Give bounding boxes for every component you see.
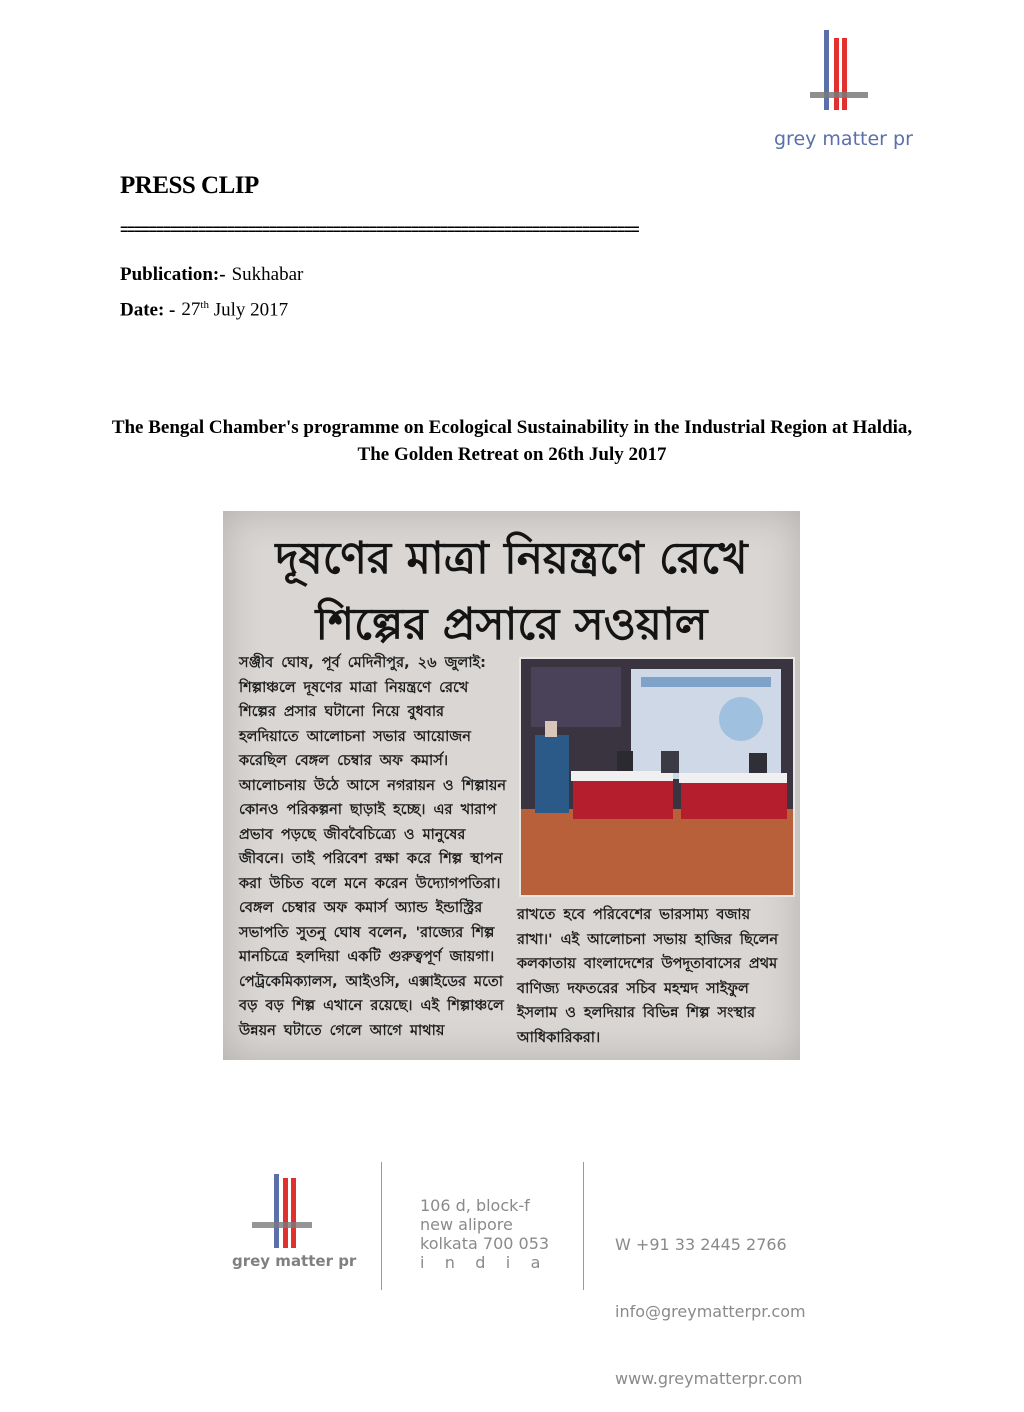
clip-headline: The Bengal Chamber's programme on Ecological Sustainability in the Industrial Region at Haldia, The Golden Retreat on 26th July 2017 [111, 417, 913, 465]
brand-logo [770, 28, 913, 158]
footer-brand-name: grey matter pr [232, 1252, 357, 1270]
footer-website[interactable]: www.greymatterpr.com [615, 1369, 803, 1388]
publication-label: Publication:- [120, 264, 226, 285]
footer-contact [615, 1192, 806, 1412]
event-photo [519, 657, 795, 897]
footer-email[interactable]: info@greymatterpr.com [615, 1302, 806, 1321]
clipping-left-column: সঞ্জীব ঘোষ, পূর্ব মেদিনীপুর, ২৬ জুলাই: শিল্পাঞ্চলে দূষণের মাত্রা নিয়ন্ত্রণে রেখে শিল্পের প্রসার ঘটানো নিয়ে বুধবার হলদিয়াতে আলোচনা সভার আয়োজন করেছিল বেঙ্গল চেম্বার অফ কমার্স। আলোচনায় উঠে আসে নগরায়ন ও শিল্পায়ন কোনও পরিকল্পনা ছাড়াই হচ্ছে। এর খারাপ প্রভাব পড়ছে জীববৈচিত্র্যে ও মানুষের জীবনে। তাই পরিবেশ রক্ষা করে শিল্প স্থাপন করা উচিত বলে মনে করেন উদ্যোগপতিরা। বেঙ্গল চেম্বার অফ কমার্স অ্যান্ড ইন্ডাস্ট্রির সভাপতি সুতনু ঘোষ বলেন, 'রাজ্যের শিল্প মানচিত্রে হলদিয়া একটি গুরুত্বপূর্ণ জায়গা। পেট্রকেমিক্যালস, আইওসি, এক্সাইডের মতো বড় বড় শিল্প এখানে রয়েছে। এই শিল্পাঞ্চলে উন্নয়ন ঘটাতে গেলে আগে মাথায় [239, 655, 507, 1039]
clipping-title-line-2: শিল্পের প্রসারে সওয়াল [315, 599, 708, 650]
brand-logo-mark-icon [810, 28, 870, 118]
footer-phone: W +91 33 2445 2766 [615, 1235, 787, 1254]
publication-value: Sukhabar [231, 264, 304, 285]
separator-line: ========================================================================= [120, 224, 639, 238]
footer-divider-2 [583, 1162, 584, 1290]
clipping-title-line-1: দূষণের মাত্রা নিয়ন্ত্রণে রেখে [275, 533, 748, 584]
date-line [120, 299, 288, 321]
clipping-right-column: রাখতে হবে পরিবেশের ভারসাম্য বজায় রাখা।' এই আলোচনা সভায় হাজির ছিলেন কলকাতায় বাংলাদেশের উপদূতাবাসের প্রথম বাণিজ্য দফতরের সচিব মহম্মদ সাইফুল ইসলাম ও হলদিয়ার বিভিন্ন শিল্প সংস্থার আধিকারিকরা। [517, 907, 779, 1046]
date-suffix: th [200, 299, 209, 311]
date-rest: July 2017 [213, 299, 289, 321]
brand-name: grey matter pr [774, 128, 913, 150]
event-photo-image [521, 659, 793, 895]
footer-logo [232, 1168, 362, 1278]
date-label: Date: - [120, 299, 176, 321]
footer-logo-mark-icon [252, 1172, 312, 1252]
newspaper-clipping [223, 511, 800, 1060]
publication-line [120, 264, 303, 286]
footer-address: 106 d, block-f new alipore kolkata 700 053 i n d i a [420, 1196, 550, 1272]
footer-divider-1 [381, 1162, 382, 1290]
page-title: PRESS CLIP [120, 172, 259, 199]
date-day: 27 [181, 299, 201, 321]
